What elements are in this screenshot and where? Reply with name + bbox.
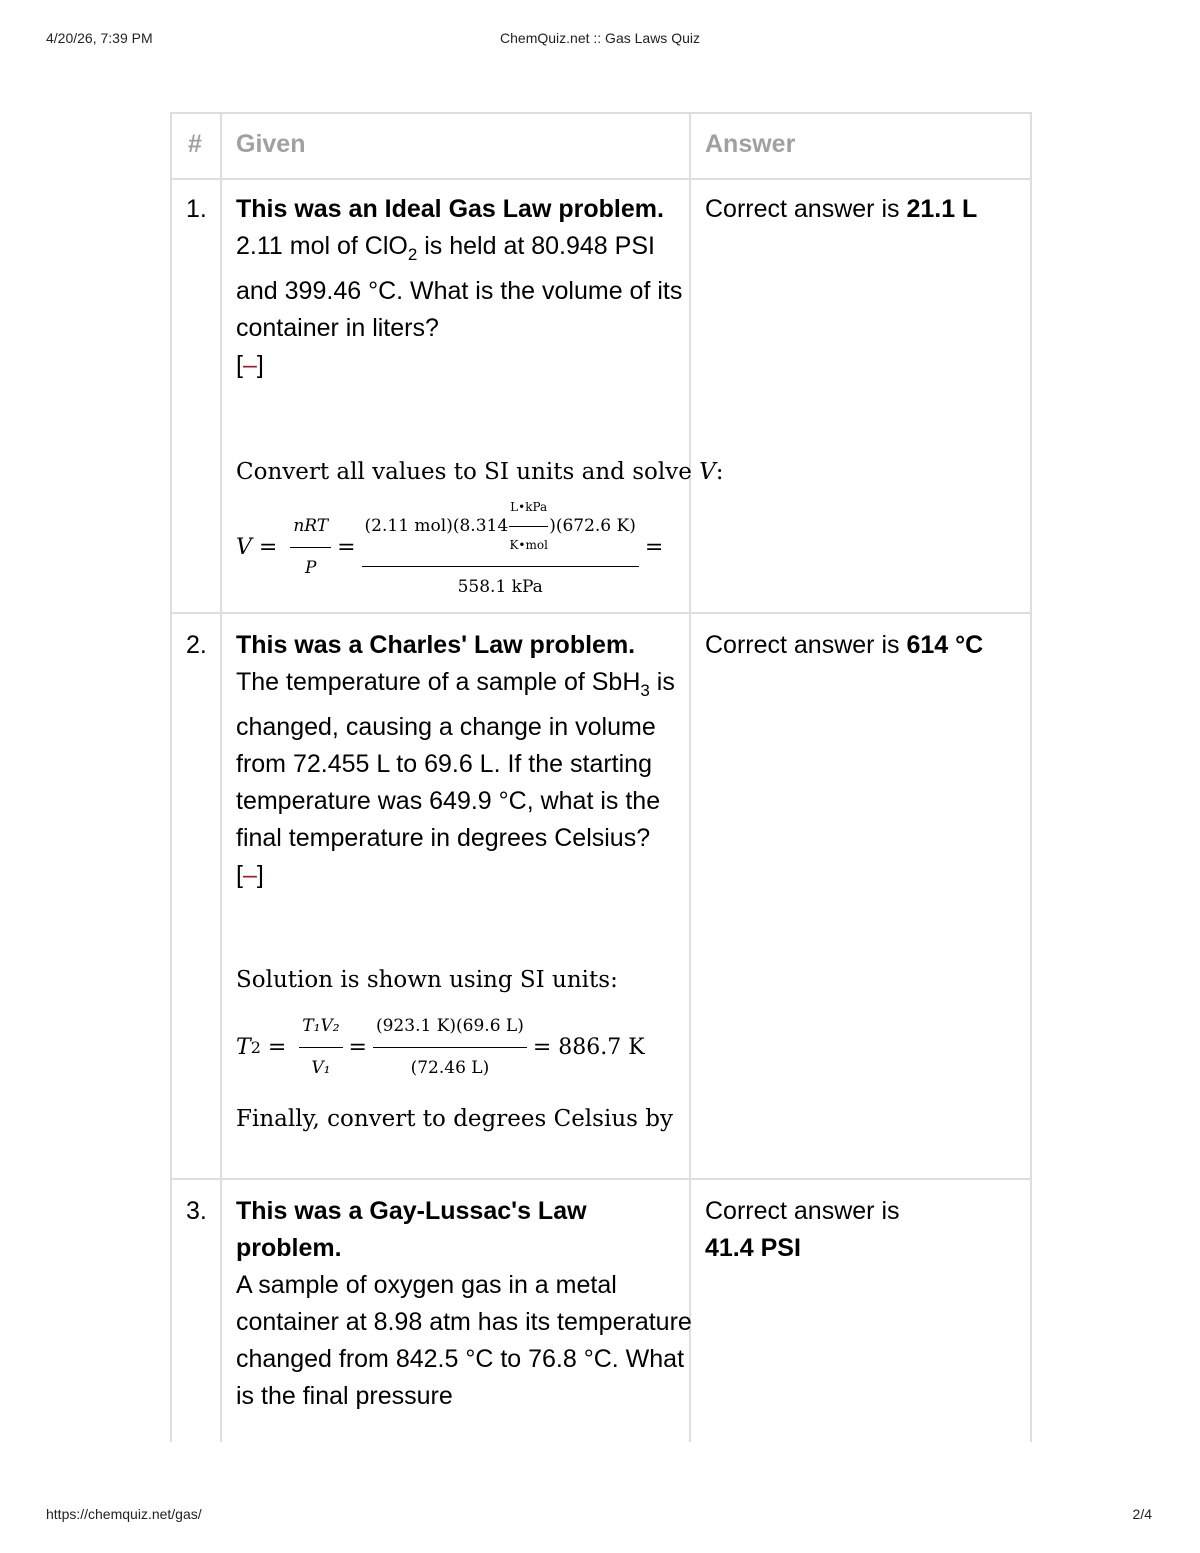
problem-type: This was an Ideal Gas Law problem. xyxy=(236,195,664,223)
problem-type: This was a Gay-Lussac's Law problem. xyxy=(236,1197,587,1262)
question-given xyxy=(236,627,696,894)
question-number: 2. xyxy=(186,631,207,659)
column-header-answer: Answer xyxy=(705,130,796,158)
print-datetime: 4/20/26, 7:39 PM xyxy=(46,30,153,46)
question-given xyxy=(236,191,696,384)
row-divider xyxy=(172,1178,1030,1180)
problem-text: A sample of oxygen gas in a metal container at 8.98 atm has its temperature changed from 842.5 °C to 76.8 °C. What is the final pressure xyxy=(236,1271,692,1410)
column-divider xyxy=(220,114,222,1442)
ideal-gas-equation: V = $\frac{\text{nRT}}{P}$ = (2.11 mol)(8.314 L•kPa K•mol )(672.6 K) 558.1 kPa = xyxy=(236,512,696,582)
column-header-number: # xyxy=(188,130,202,158)
column-header-given: Given xyxy=(236,130,306,158)
quiz-results-table xyxy=(170,112,1032,1442)
question-given xyxy=(236,1193,696,1415)
problem-text: 2.11 mol of ClO$_2$ is held at 80.948 PSI and 399.46 °C. What is the volume of its container in liters? xyxy=(236,232,683,342)
problem-text: The temperature of a sample of SbH$_3$ is changed, causing a change in volume from 72.455 L to 69.6 L. If the starting temperature was 649.9 °C, what is the final temperature in degrees Celsius? xyxy=(236,668,675,852)
question-number: 3. xyxy=(186,1197,207,1225)
correct-answer: Correct answer is 614 °C xyxy=(705,631,984,659)
solution-intro: Convert all values to SI units and solve V: xyxy=(236,459,724,485)
collapse-solution-toggle[interactable]: [–] xyxy=(236,351,264,379)
row-divider xyxy=(172,178,1030,180)
print-url: https://chemquiz.net/gas/ xyxy=(46,1506,202,1522)
solution-intro: Solution is shown using SI units: xyxy=(236,967,618,993)
charles-law-equation: T 2 = $\frac{\text{T₁V₂}}{\text{V₁}}$ = $\frac{(923.1 K)(69.6 L)}{(72.46 L)}$ = 886.7 K xyxy=(236,1014,696,1080)
correct-answer: Correct answer is 41.4 PSI xyxy=(705,1197,900,1262)
collapse-solution-toggle[interactable]: [–] xyxy=(236,861,264,889)
question-number: 1. xyxy=(186,195,207,223)
row-divider xyxy=(172,612,1030,614)
print-page-number: 2/4 xyxy=(1132,1506,1152,1522)
correct-answer: Correct answer is 21.1 L xyxy=(705,195,978,223)
problem-type: This was a Charles' Law problem. xyxy=(236,631,636,659)
solution-outro: Finally, convert to degrees Celsius by xyxy=(236,1106,673,1132)
print-page-title: ChemQuiz.net :: Gas Laws Quiz xyxy=(500,30,700,46)
